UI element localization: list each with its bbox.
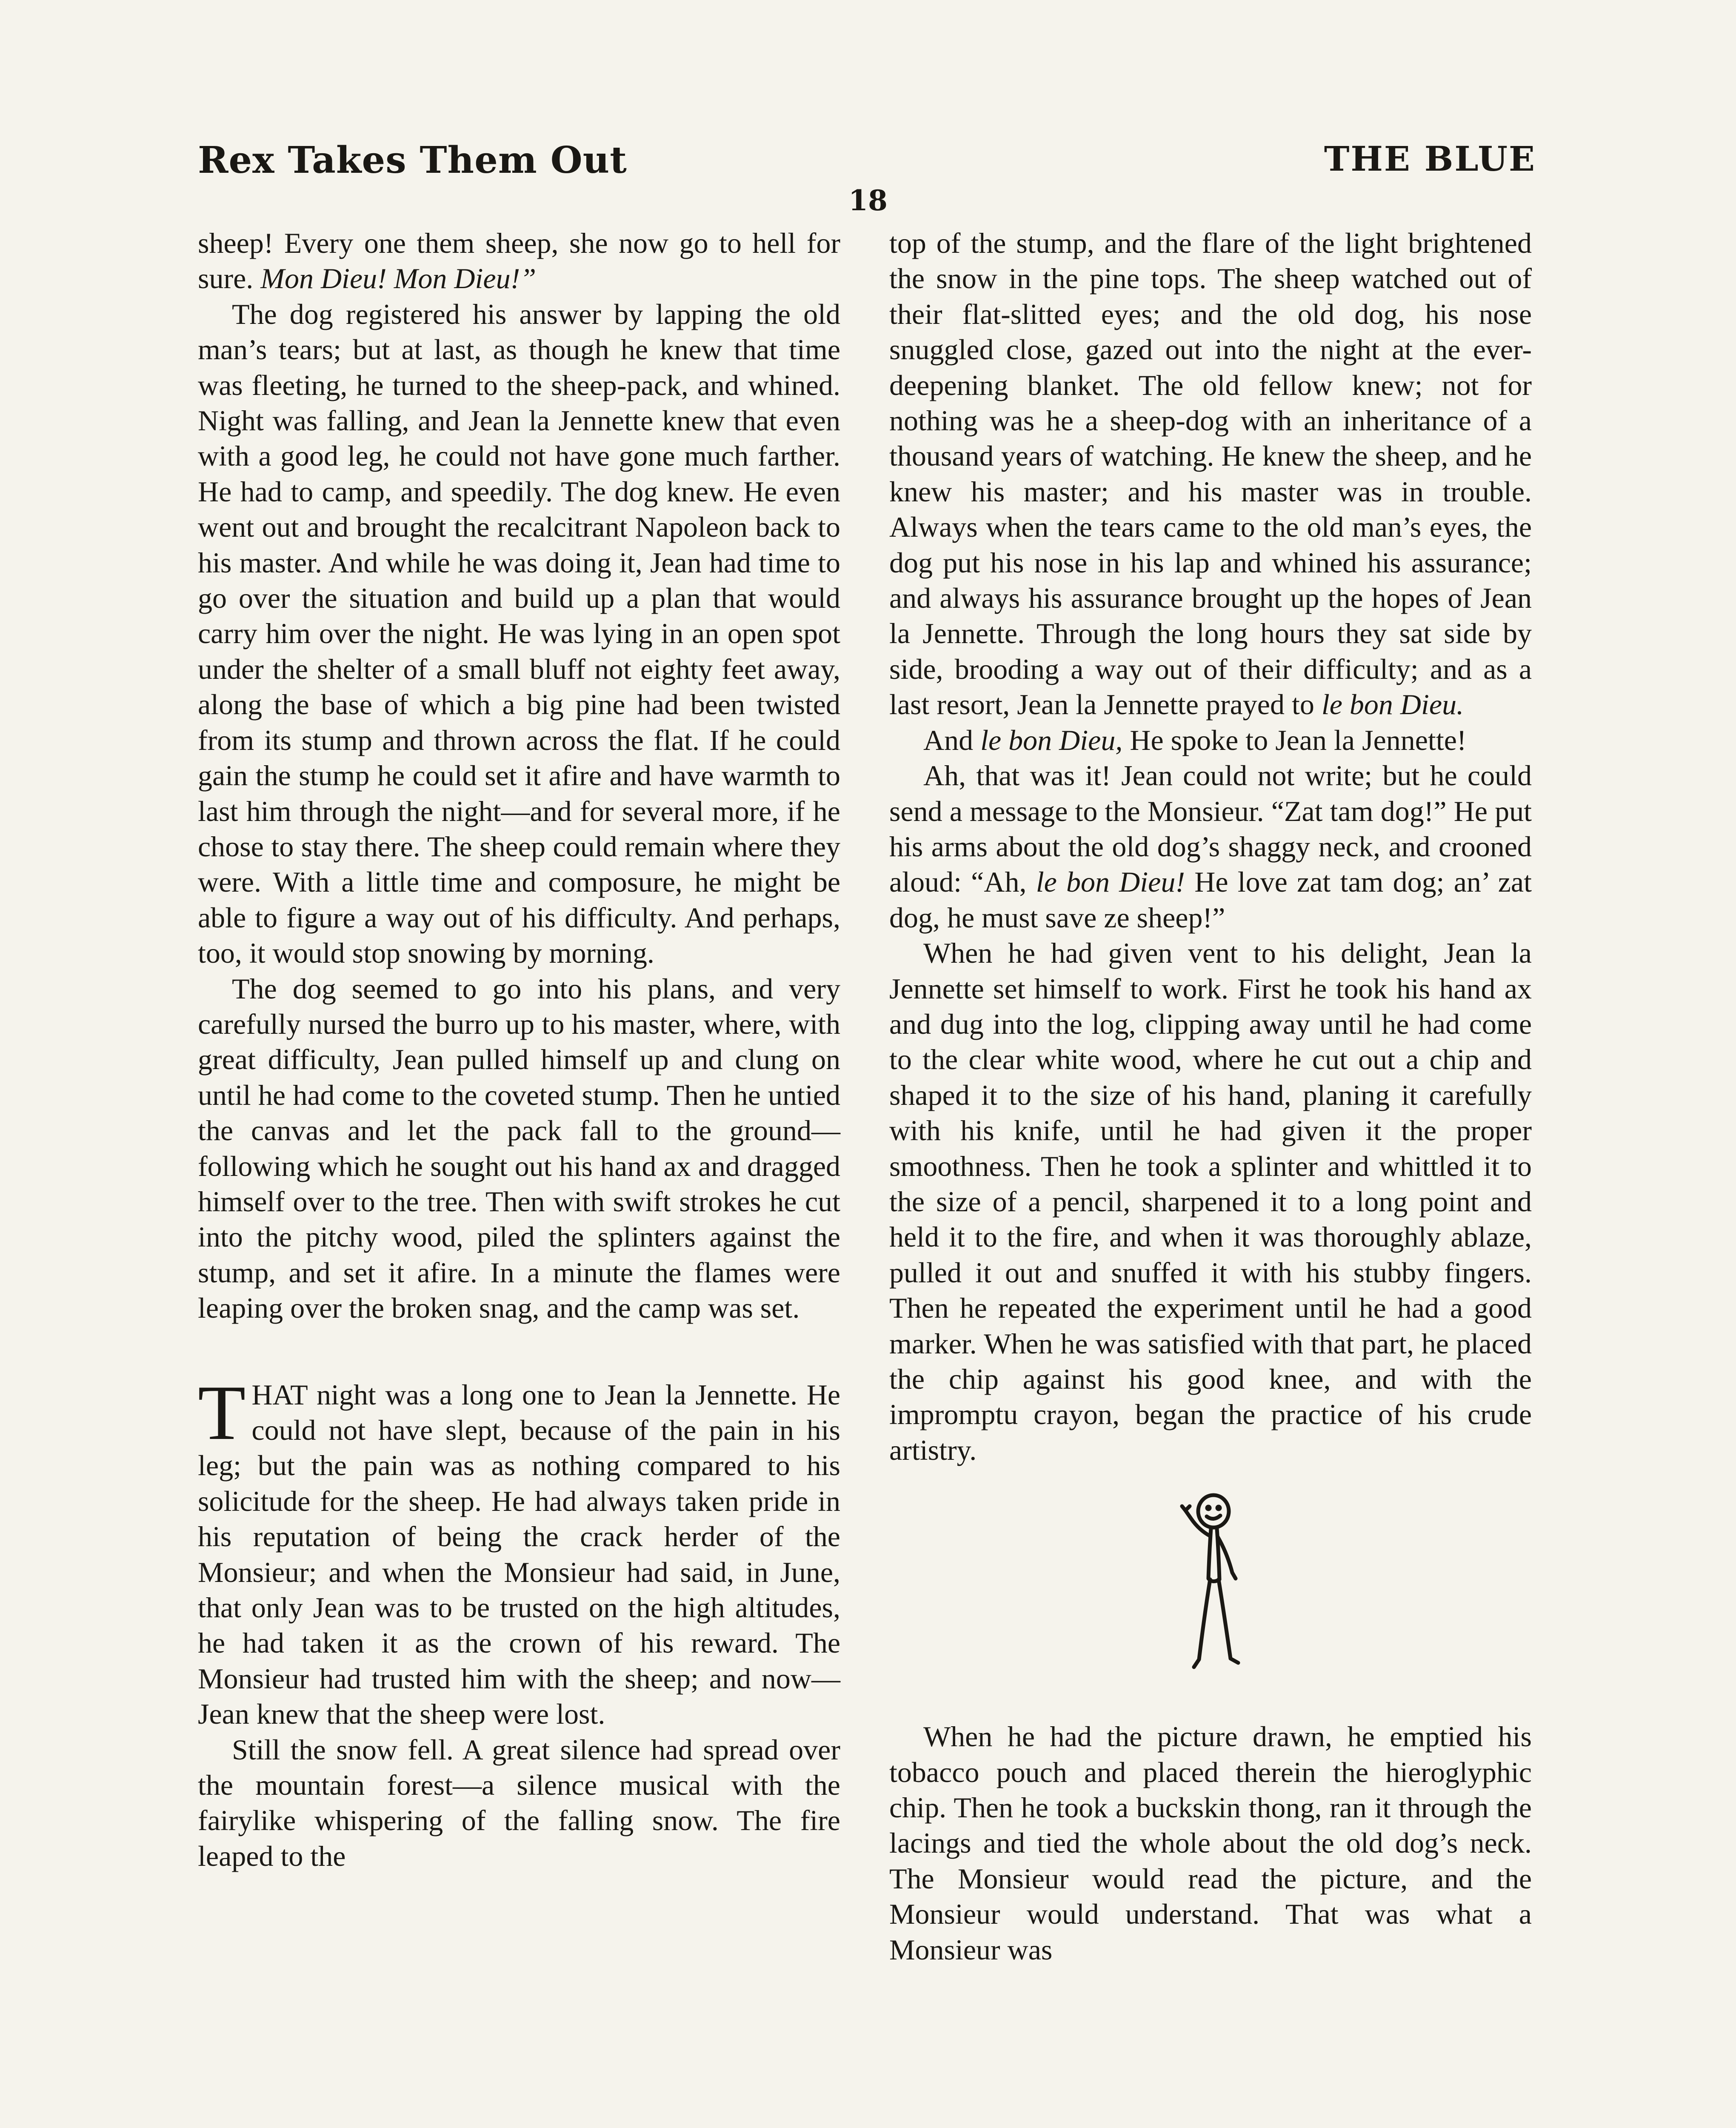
running-head-magazine: THE BLUE <box>1324 139 1536 179</box>
stick-figure-illustration <box>889 1489 1532 1702</box>
paragraph: And le bon Dieu, He spoke to Jean la Jennette! <box>923 724 1467 756</box>
left-column <box>198 226 840 1874</box>
paragraph: When he had the picture drawn, he emptied his tobacco pouch and placed therein the hieroglyphic chip. Then he took a buckskin thong, ran it through the lacings and tied the whole about the old dog’s neck. The Monsieur would read the picture, and the Monsieur would understand. That was what a Monsieur was <box>889 1720 1532 1966</box>
section-opening-paragraph: THAT night was a long one to Jean la Jennette. He could not have slept, because of the pain in his leg; but the pain was as nothing compared to his solicitude for the sheep. He had always taken pride in his reputation of being the crack herder of the Monsieur; and when the Monsieur had said, in June, that only Jean was to be trusted on the high altitudes, he had taken it as the crown of his reward. The Monsieur had trusted him with the sheep; and now—Jean knew that the sheep were lost. <box>198 1369 840 1730</box>
paragraph: Ah, that was it! Jean could not write; but he could send a message to the Monsieur. “Zat tam dog!” He put his arms about the old dog’s shaggy neck, and crooned aloud: “Ah, le bon Dieu! He love zat tam dog; an’ zat dog, he must save ze sheep!” <box>889 759 1532 934</box>
paragraph: Still the snow fell. A great silence had spread over the mountain forest—a silence musical with the fairylike whispering of the falling snow. The fire leaped to the <box>198 1733 840 1872</box>
drop-cap: T <box>198 1369 246 1456</box>
right-column <box>889 226 1532 1968</box>
page-number: 18 <box>848 184 888 217</box>
paragraph: The dog seemed to go into his plans, and very carefully nursed the burro up to his master, where, with great difficulty, Jean pulled himself up and clung on until he had come to the coveted stump. Then he untied the canvas and let the pack fall to the ground—following which he sought out his hand ax and dragged himself over to the tree. Then with swift strokes he cut into the pitchy wood, piled the splinters against the stump, and set it afire. In a minute the flames were leaping over the broken snag, and the camp was set. <box>198 972 840 1324</box>
paragraph: top of the stump, and the flare of the light brightened the snow in the pine tops. The sheep watched out of their flat-slitted eyes; and the old dog, his nose snuggled close, gazed out into the night at the ever-deepening blanket. The old fellow knew; not for nothing was he a sheep-dog with an inheritance of a thousand years of watching. He knew the sheep, and he knew his master; and his master was in trouble. Always when the tears came to the old man’s eyes, the dog put his nose in his lap and whined his assurance; and always his assurance brought up the hopes of Jean la Jennette. Through the long hours they sat side by side, brooding a way out of their difficulty; and as a last resort, Jean la Jennette prayed to le bon Dieu. <box>889 227 1532 721</box>
paragraph: When he had given vent to his delight, Jean la Jennette set himself to work. First he took his hand ax and dug into the log, clipping away until he had come to the clear white wood, where he cut out a chip and shaped it to the size of his hand, planing it carefully with his knife, until he had given it the proper smoothness. Then he took a splinter and whittled it to the size of a pencil, sharpened it to a long point and held it to the fire, and when it was thoroughly ablaze, pulled it out and snuffed it with his stubby fingers. Then he repeated the experiment until he had a good marker. When he was satisfied with that part, he placed the chip against his good knee, and with the impromptu crayon, began the practice of his crude artistry. <box>889 937 1532 1466</box>
stick-figure-drawing <box>1174 1489 1251 1693</box>
paragraph: The dog registered his answer by lapping the old man’s tears; but at last, as though he knew that time was fleeting, he turned to the sheep-pack, and whined. Night was falling, and Jean la Jennette knew that even with a good leg, he could not have gone much farther. He had to camp, and speedily. The dog knew. He even went out and brought the recalcitrant Napoleon back to his master. And while he was doing it, Jean had time to go over the situation and build up a plan that would carry him over the night. He was lying in an open spot under the shelter of a small bluff not eighty feet away, along the base of which a big pine had been twisted from its stump and thrown across the flat. If he could gain the stump he could set it afire and have warmth to last him through the night—and for several more, if he chose to stay there. The sheep could remain where they were. With a little time and composure, he might be able to figure a way out of his difficulty. And perhaps, too, it would stop snowing by morning. <box>198 297 840 970</box>
running-head-title: Rex Takes Them Out <box>198 139 627 182</box>
paragraph: sheep! Every one them sheep, she now go to hell for sure. Mon Dieu! Mon Dieu!” <box>198 227 840 295</box>
